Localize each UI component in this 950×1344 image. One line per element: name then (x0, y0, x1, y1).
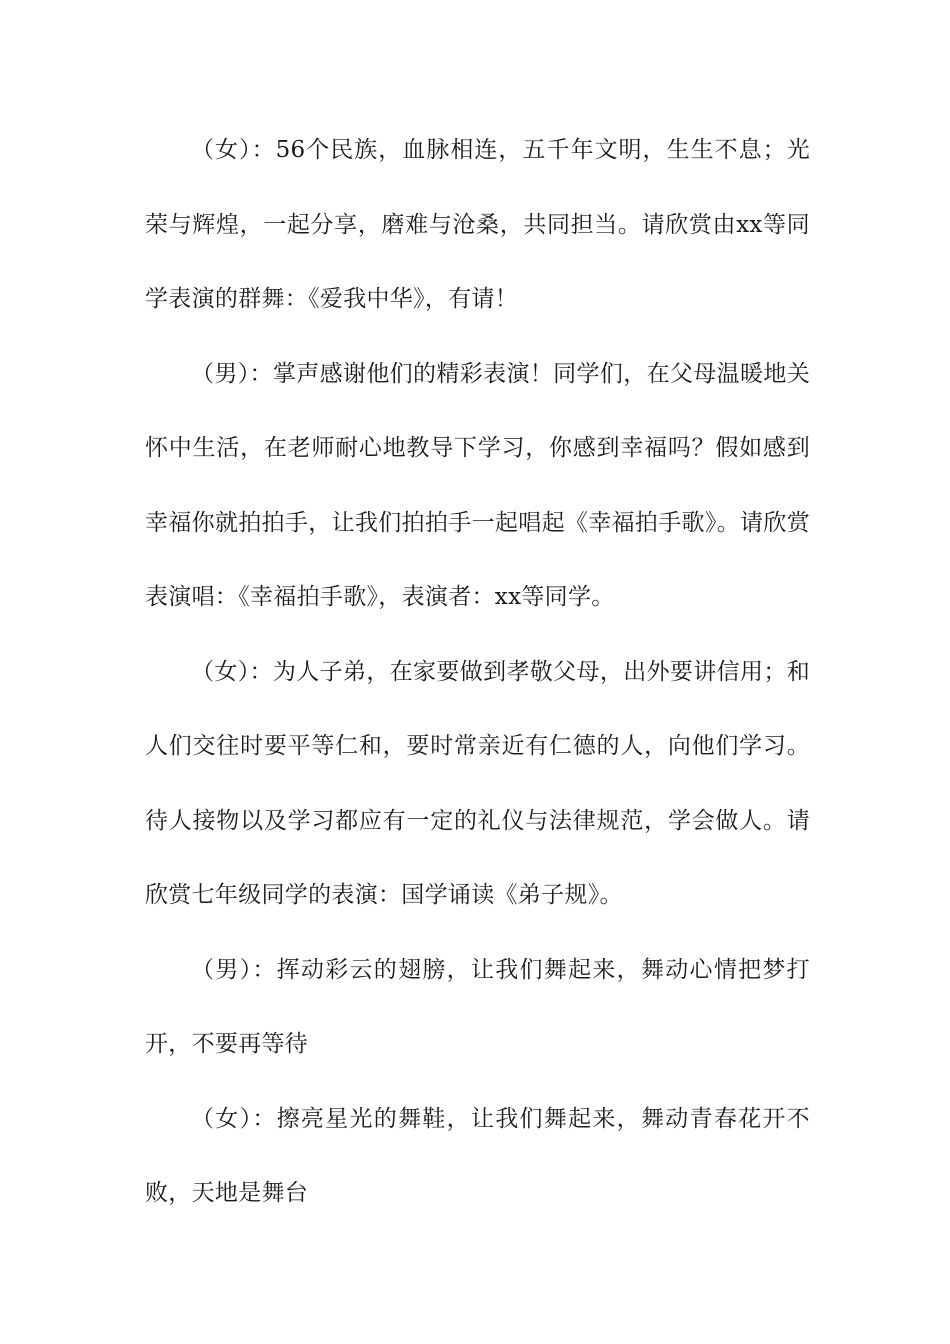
paragraph-female-host-3: （女）：擦亮星光的舞鞋，让我们舞起来，舞动青春花开不败，天地是舞台 (145, 1105, 810, 1206)
paragraph-female-host-1: （女）：56个民族，血脉相连，五千年文明，生生不息；光荣与辉煌，一起分享，磨难与沧桑，共同担当。请欣赏由xx等同学表演的群舞：《爱我中华》，有请！ (145, 137, 810, 312)
paragraph-female-host-2: （女）：为人子弟，在家要做到孝敬父母，出外要讲信用；和人们交往时要平等仁和，要时常亲近有仁德的人，向他们学习。待人接物以及学习都应有一定的礼仪与法律规范，学会做人。请欣赏七年级同学的表演：国学诵读《弟子规》。 (145, 658, 810, 908)
document-body (145, 113, 810, 1231)
paragraph-male-host-2: （男）：挥动彩云的翅膀，让我们舞起来，舞动心情把梦打开，不要再等待 (145, 956, 810, 1057)
paragraph-male-host-1: （男）：掌声感谢他们的精彩表演！同学们，在父母温暖地关怀中生活，在老师耐心地教导下学习，你感到幸福吗？假如感到幸福你就拍拍手，让我们拍拍手一起唱起《幸福拍手歌》。请欣赏表演唱：《幸福拍手歌》，表演者：xx等同学。 (145, 360, 810, 610)
